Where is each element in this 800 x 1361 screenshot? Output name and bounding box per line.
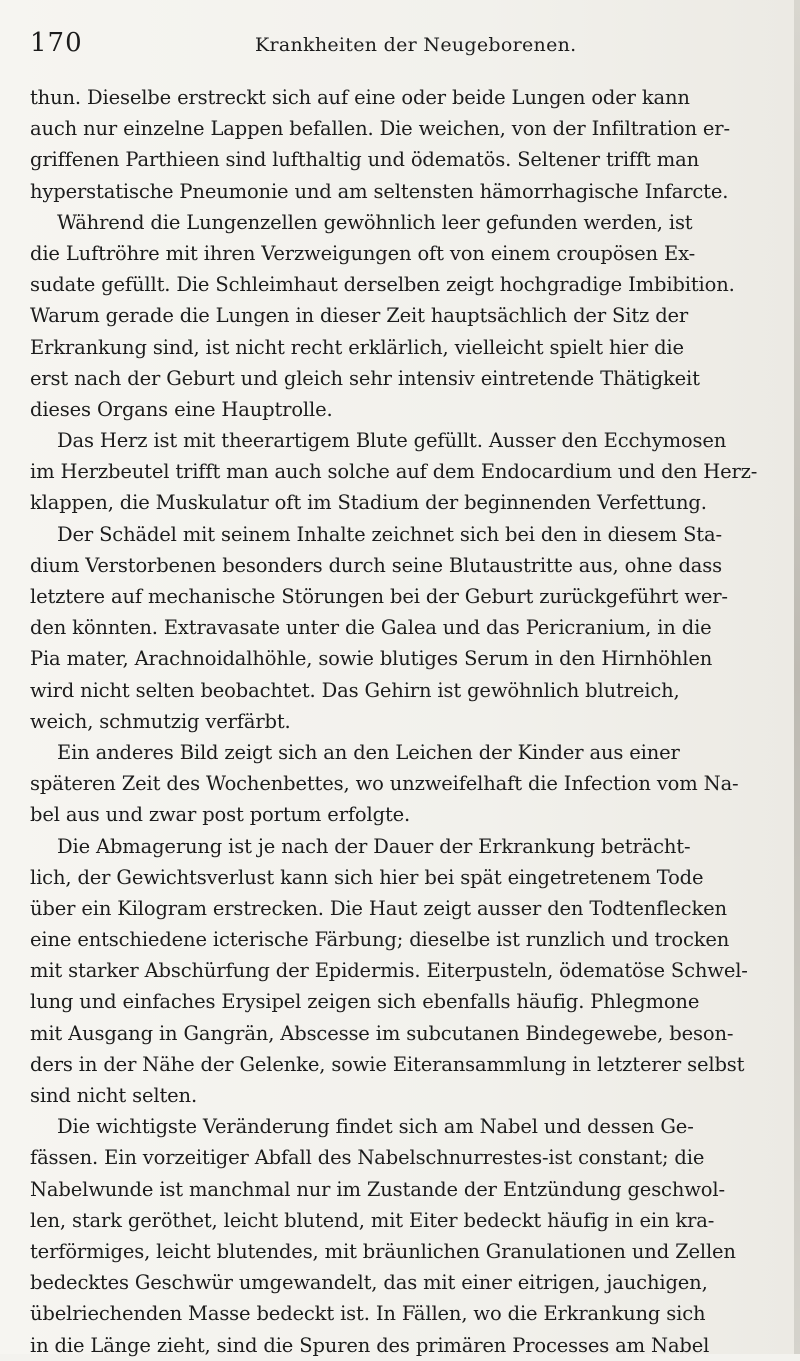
text-line: ders in der Nähe der Gelenke, sowie Eiteransammlung in letzterer selbst <box>30 1052 745 1076</box>
page-edge-shadow <box>794 0 800 1354</box>
text-line: len, stark geröthet, leicht blutend, mit Eiter bedeckt häufig in ein kra- <box>30 1208 715 1232</box>
text-line: dium Verstorbenen besonders durch seine Blutaustritte aus, ohne dass <box>30 553 722 577</box>
text-line: bel aus und zwar post portum erfolgte. <box>30 803 411 827</box>
paragraph <box>30 82 795 207</box>
text-line: über ein Kilogram erstrecken. Die Haut zeigt ausser den Todtenflecken <box>30 896 727 920</box>
text-line: mit Ausgang in Gangrän, Abscesse im subcutanen Bindegewebe, beson- <box>30 1021 734 1045</box>
text-line: hyperstatische Pneumonie und am seltensten hämorrhagische Infarcte. <box>30 179 729 203</box>
text-line: Die wichtigste Veränderung findet sich am Nabel und dessen Ge- <box>57 1115 694 1139</box>
text-line: Warum gerade die Lungen in dieser Zeit hauptsächlich der Sitz der <box>30 304 689 328</box>
page-number: 170 <box>30 28 83 58</box>
text-line: erst nach der Geburt und gleich sehr intensiv eintretende Thätigkeit <box>30 366 700 390</box>
text-line: Nabelwunde ist manchmal nur im Zustande der Entzündung geschwol- <box>30 1177 725 1201</box>
paragraph <box>30 207 795 425</box>
text-line: thun. Dieselbe erstreckt sich auf eine oder beide Lungen oder kann <box>30 86 690 109</box>
text-line: übelriechenden Masse bedeckt ist. In Fällen, wo die Erkrankung sich <box>30 1302 706 1326</box>
text-line: lung und einfaches Erysipel zeigen sich ebenfalls häufig. Phlegmone <box>30 990 700 1014</box>
text-line: Das Herz ist mit theerartigem Blute gefüllt. Ausser den Ecchymosen <box>57 429 727 453</box>
text-line: lich, der Gewichtsverlust kann sich hier bei spät eingetretenem Tode <box>30 865 704 889</box>
text-line: den könnten. Extravasate unter die Galea und das Pericranium, in die <box>30 616 712 640</box>
paragraph <box>30 831 795 1112</box>
text-line: klappen, die Muskulatur oft im Stadium der beginnenden Verfettung. <box>30 491 707 515</box>
running-head: Krankheiten der Neugeborenen. <box>255 34 577 56</box>
text-line: dieses Organs eine Hauptrolle. <box>30 397 333 421</box>
page-header <box>30 28 775 68</box>
text-line: sudate gefüllt. Die Schleimhaut derselben zeigt hochgradige Imbibition. <box>30 273 735 297</box>
text-line: weich, schmutzig verfärbt. <box>30 709 291 733</box>
text-line: Die Abmagerung ist je nach der Dauer der Erkrankung beträcht- <box>57 834 691 858</box>
text-line: auch nur einzelne Lappen befallen. Die weichen, von der Infiltration er- <box>30 117 730 141</box>
text-line: bedecktes Geschwür umgewandelt, das mit einer eitrigen, jauchigen, <box>30 1271 708 1295</box>
text-line: in die Länge zieht, sind die Spuren des primären Processes am Nabel <box>30 1333 710 1357</box>
text-line: Ein anderes Bild zeigt sich an den Leichen der Kinder aus einer <box>57 740 680 764</box>
text-line: sind nicht selten. <box>30 1084 198 1107</box>
text-line: die Luftröhre mit ihren Verzweigungen oft von einem croupösen Ex- <box>30 241 696 265</box>
paragraph <box>30 425 795 519</box>
text-line: eine entschiedene icterische Färbung; dieselbe ist runzlich und trocken <box>30 928 730 952</box>
text-line: Pia mater, Arachnoidalhöhle, sowie blutiges Serum in den Hirnhöhlen <box>30 647 713 671</box>
text-line: fässen. Ein vorzeitiger Abfall des Nabelschnurrestes-ist constant; die <box>30 1146 705 1170</box>
text-line: mit starker Abschürfung der Epidermis. Eiterpusteln, ödematöse Schwel- <box>30 959 748 983</box>
text-line: terförmiges, leicht blutendes, mit bräunlichen Granulationen und Zellen <box>30 1239 736 1263</box>
body-text <box>30 82 795 1361</box>
text-line: Erkrankung sind, ist nicht recht erklärlich, vielleicht spielt hier die <box>30 335 684 359</box>
text-line: letztere auf mechanische Störungen bei der Geburt zurückgeführt wer- <box>30 585 728 608</box>
text-line: späteren Zeit des Wochenbettes, wo unzweifelhaft die Infection vom Na- <box>30 772 739 796</box>
paragraph <box>30 1111 795 1361</box>
text-line: griffenen Parthieen sind lufthaltig und ödematös. Seltener trifft man <box>30 148 700 172</box>
paragraph <box>30 737 795 831</box>
paragraph <box>30 519 795 737</box>
text-line: wird nicht selten beobachtet. Das Gehirn ist gewöhnlich blutreich, <box>30 678 680 702</box>
text-line: Während die Lungenzellen gewöhnlich leer gefunden werden, ist <box>57 210 693 234</box>
text-line: Der Schädel mit seinem Inhalte zeichnet sich bei den in diesem Sta- <box>57 522 722 546</box>
text-line: im Herzbeutel trifft man auch solche auf dem Endocardium und den Herz- <box>30 460 758 484</box>
